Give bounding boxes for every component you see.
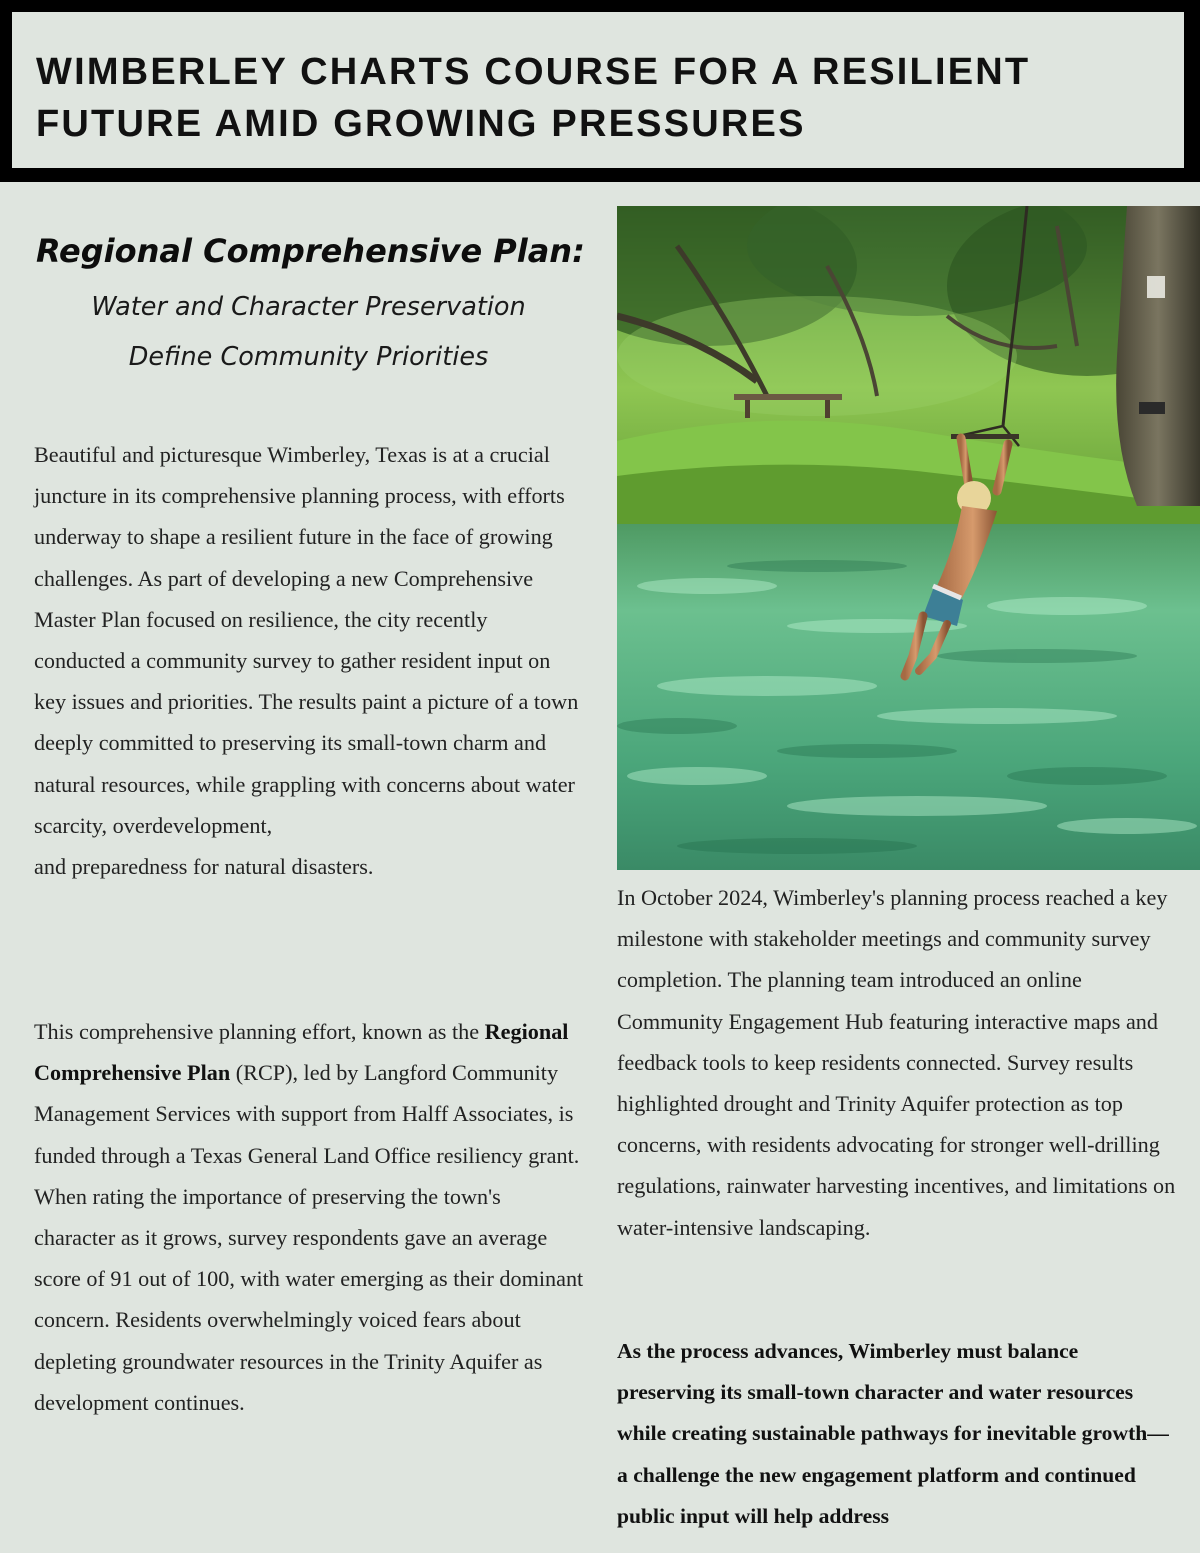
rcp-paragraph-rest: (RCP), led by Langford Community Management Services with support from Halff Associates, is funded through a Texas General Land Office resiliency grant. When rating the importance of preserving the town's character as it grows, survey respondents gave an average score of 91 out of 100, with water emerging as their dominant concern. Residents overwhelmingly voiced fears about depleting groundwater resources in the Trinity Aquifer as development continues. xyxy=(34,1060,584,1415)
header-box xyxy=(10,10,1186,170)
rcp-paragraph-intro: This comprehensive planning effort, known as the xyxy=(34,1019,485,1044)
intro-paragraph xyxy=(34,434,584,887)
rcp-name-bold: Regional Comprehensive Plan xyxy=(34,1019,569,1086)
section-title: Regional Comprehensive Plan: xyxy=(36,232,585,270)
milestone-paragraph: In October 2024, Wimberley's planning process reached a key milestone with stakeholder meetings and community survey completion. The planning team introduced an online Community Engagement Hub featuring interactive maps and feedback tools to keep residents connected. Survey results highlighted drought and Trinity Aquifer protection as top concerns, with residents advocating for stronger well-drilling regulations, rainwater harvesting incentives, and limitations on water-intensive landscaping. xyxy=(617,885,1176,1240)
intro-paragraph-text: Beautiful and picturesque Wimberley, Texas is at a crucial juncture in its comprehensive planning process, with efforts underway to shape a resilient future in the face of growing challenges. As part of developing a new Comprehensive Master Plan focused on resilience, the city recently conducted a community survey to gather resident input on key issues and priorities. The results paint a picture of a town deeply committed to preserving its small-town charm and natural resources, while grappling with concerns about water scarcity, overdevelopment, xyxy=(34,442,579,838)
page-title: WIMBERLEY CHARTS COURSE FOR A RESILIENT FUTURE AMID GROWING PRESSURES xyxy=(36,51,1031,145)
section-subtitle-line1: Water and Character Preservation xyxy=(91,292,526,322)
header-band xyxy=(0,0,1200,182)
rcp-paragraph xyxy=(34,1011,584,1423)
conclusion-paragraph: As the process advances, Wimberley must balance preserving its small-town character and water resources while creating sustainable pathways for inevitable growth—a challenge the new engagement platform and continued public input will help address xyxy=(617,1339,1169,1528)
intro-paragraph-ending: and preparedness for natural disasters. xyxy=(34,854,374,880)
section-subtitle-line2: Define Community Priorities xyxy=(128,342,489,372)
section-subtitle xyxy=(36,282,581,382)
rope-swing-photo xyxy=(617,206,1200,870)
